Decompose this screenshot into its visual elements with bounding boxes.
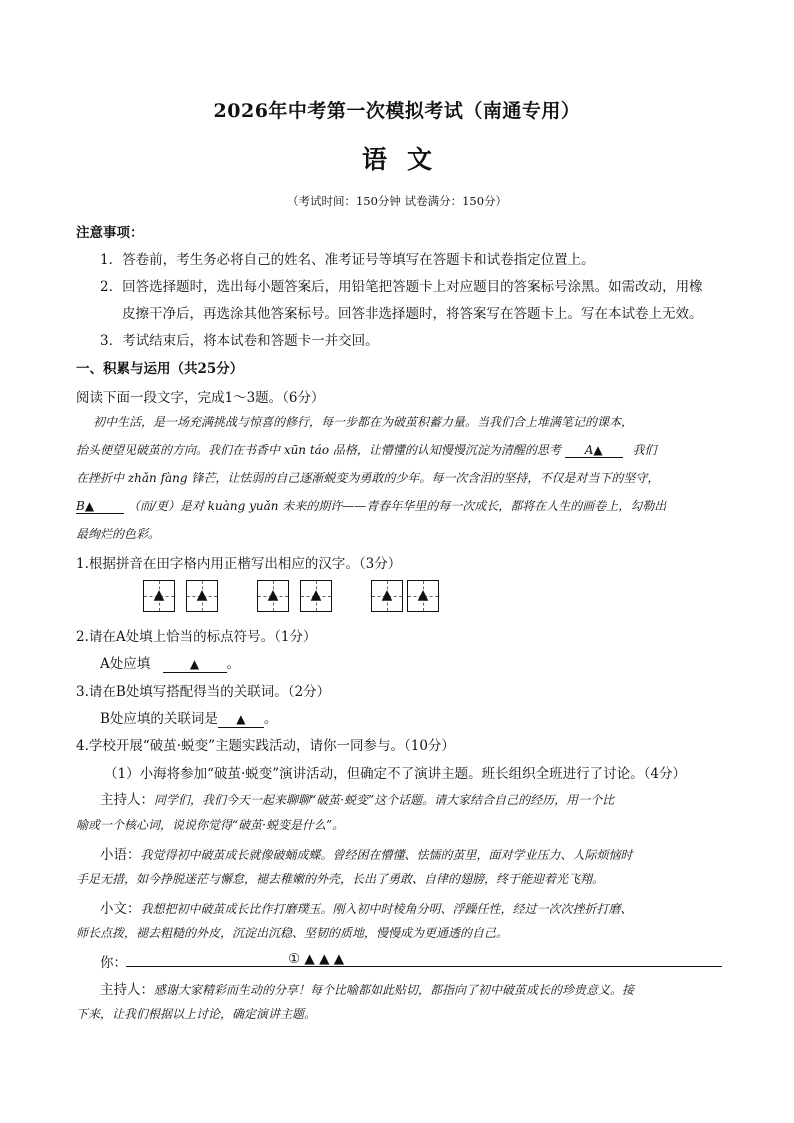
notice-item-2-cont: 皮擦干净后，再选涂其他答案标号。回答非选择题时，将答案写在答题卡上。写在本试卷上无效。 <box>122 306 703 322</box>
you-answer-mark: ① ▲ ▲ ▲ <box>288 951 345 967</box>
q3-answer-blank[interactable]: ▲ <box>218 712 264 728</box>
passage-line-3: 在挫折中 zhǎn fàng 锋芒，让怯弱的自己逐渐蜕变为勇敢的少年。每一次含泪的坚持，不仅是对当下的坚守， <box>76 471 660 485</box>
passage-line-2-text: 抬头便望见破茧的方向。我们在书香中 xūn táo 品格，让懵懂的认知慢慢沉淀为清醒的思考 <box>76 443 561 457</box>
xiaowen-line-1: 小文：我想把初中破茧成长比作打磨璞玉。刚入初中时棱角分明、浮躁任性，经过一次次挫折打磨、 <box>100 901 633 917</box>
passage-line-1: 初中生活，是一场充满挑战与惊喜的修行，每一步都在为破茧积蓄力量。当我们合上堆满笔记的课本， <box>93 415 634 429</box>
notice-item-3: 3．考试结束后，将本试卷和答题卡一并交回。 <box>100 333 379 349</box>
tianzige-box-6[interactable]: ▲ <box>407 580 439 612</box>
passage-intro: 阅读下面一段文字，完成1～3题。（6分） <box>76 390 325 406</box>
xiaowen-line-2: 师长点拨，褪去粗糙的外皮，沉淀出沉稳、坚韧的质地，慢慢成为更通透的自己。 <box>76 926 509 940</box>
blank-b: B▲ <box>76 500 124 514</box>
notice-heading: 注意事项： <box>76 225 144 241</box>
section-heading: 一、积累与运用（共25分） <box>76 361 244 377</box>
notice-item-2: 2．回答选择题时，选出每小题答案后，用铅笔把答题卡上对应题目的答案标号涂黑。如需改动，用橡 <box>100 279 703 295</box>
q2-stem: 2.请在A处填上恰当的标点符号。（1分） <box>76 629 317 645</box>
subject-title: 语文 <box>361 145 452 174</box>
notice-item-1: 1．答卷前，考生务必将自己的姓名、准考证号等填写在答题卡和试卷指定位置上。 <box>100 252 595 268</box>
q3-answer: B处应填的关联词是 ▲ 。 <box>100 711 278 727</box>
tianzige-box-4[interactable]: ▲ <box>300 580 332 612</box>
q4-sub1: （1）小海将参加“破茧·蜕变”演讲活动，但确定不了演讲主题。班长组织全班进行了讨论。（4分） <box>104 766 687 782</box>
blank-a: A▲ <box>565 444 623 458</box>
q4-stem: 4.学校开展“破茧·蜕变”主题实践活动，请你一同参与。（10分） <box>76 738 455 754</box>
q3-stem: 3.请在B处填写搭配得当的关联词。（2分） <box>76 684 331 700</box>
tianzige-box-3[interactable]: ▲ <box>257 580 289 612</box>
xiaoyu-line-1: 小语：我觉得初中破茧成长就像破蛹成蝶。曾经困在懵懂、怯懦的茧里，面对学业压力、人际烦恼时 <box>100 847 633 863</box>
you-answer-line[interactable] <box>126 966 722 967</box>
q2-answer: A处应填 ▲ 。 <box>100 656 241 672</box>
q2-answer-blank[interactable]: ▲ <box>163 657 227 673</box>
tianzige-box-1[interactable]: ▲ <box>143 580 175 612</box>
q1-stem: 1.根据拼音在田字格内用正楷写出相应的汉字。（3分） <box>76 556 402 572</box>
host2-line-2: 下来，让我们根据以上讨论，确定演讲主题。 <box>76 1007 317 1021</box>
exam-title: 2026年中考第一次模拟考试（南通专用） <box>213 100 581 122</box>
passage-line-2: 抬头便望见破茧的方向。我们在书香中 xūn táo 品格，让懵懂的认知慢慢沉淀为清醒的思考 A▲ 我们 <box>76 443 657 457</box>
host-line-1: 主持人：同学们，我们今天一起来聊聊“破茧·蜕变”这个话题。请大家结合自己的经历，用一个比 <box>100 792 615 808</box>
tianzige-box-5[interactable]: ▲ <box>371 580 403 612</box>
host-line-2: 喻或一个核心词，说说你觉得“破茧·蜕变是什么”。 <box>76 818 345 832</box>
xiaoyu-line-2: 手足无措，如今挣脱迷茫与懈怠，褪去稚嫩的外壳，长出了勇敢、自律的翅膀，终于能迎着光飞翔。 <box>76 872 605 886</box>
you-label: 你： <box>100 955 127 971</box>
passage-line-5: 最绚烂的色彩。 <box>76 527 161 541</box>
passage-line-4: B▲ （而/更）是对 kuàng yuǎn 未来的期许——青春年华里的每一次成长，都将在人生的画卷上，勾勒出 <box>76 499 667 513</box>
host2-line-1: 主持人：感谢大家精彩而生动的分享！每个比喻都如此贴切，都指向了初中破茧成长的珍贵意义。接 <box>100 982 635 998</box>
exam-meta: （考试时间：150分钟 试卷满分：150分） <box>286 194 508 208</box>
tianzige-box-2[interactable]: ▲ <box>186 580 218 612</box>
